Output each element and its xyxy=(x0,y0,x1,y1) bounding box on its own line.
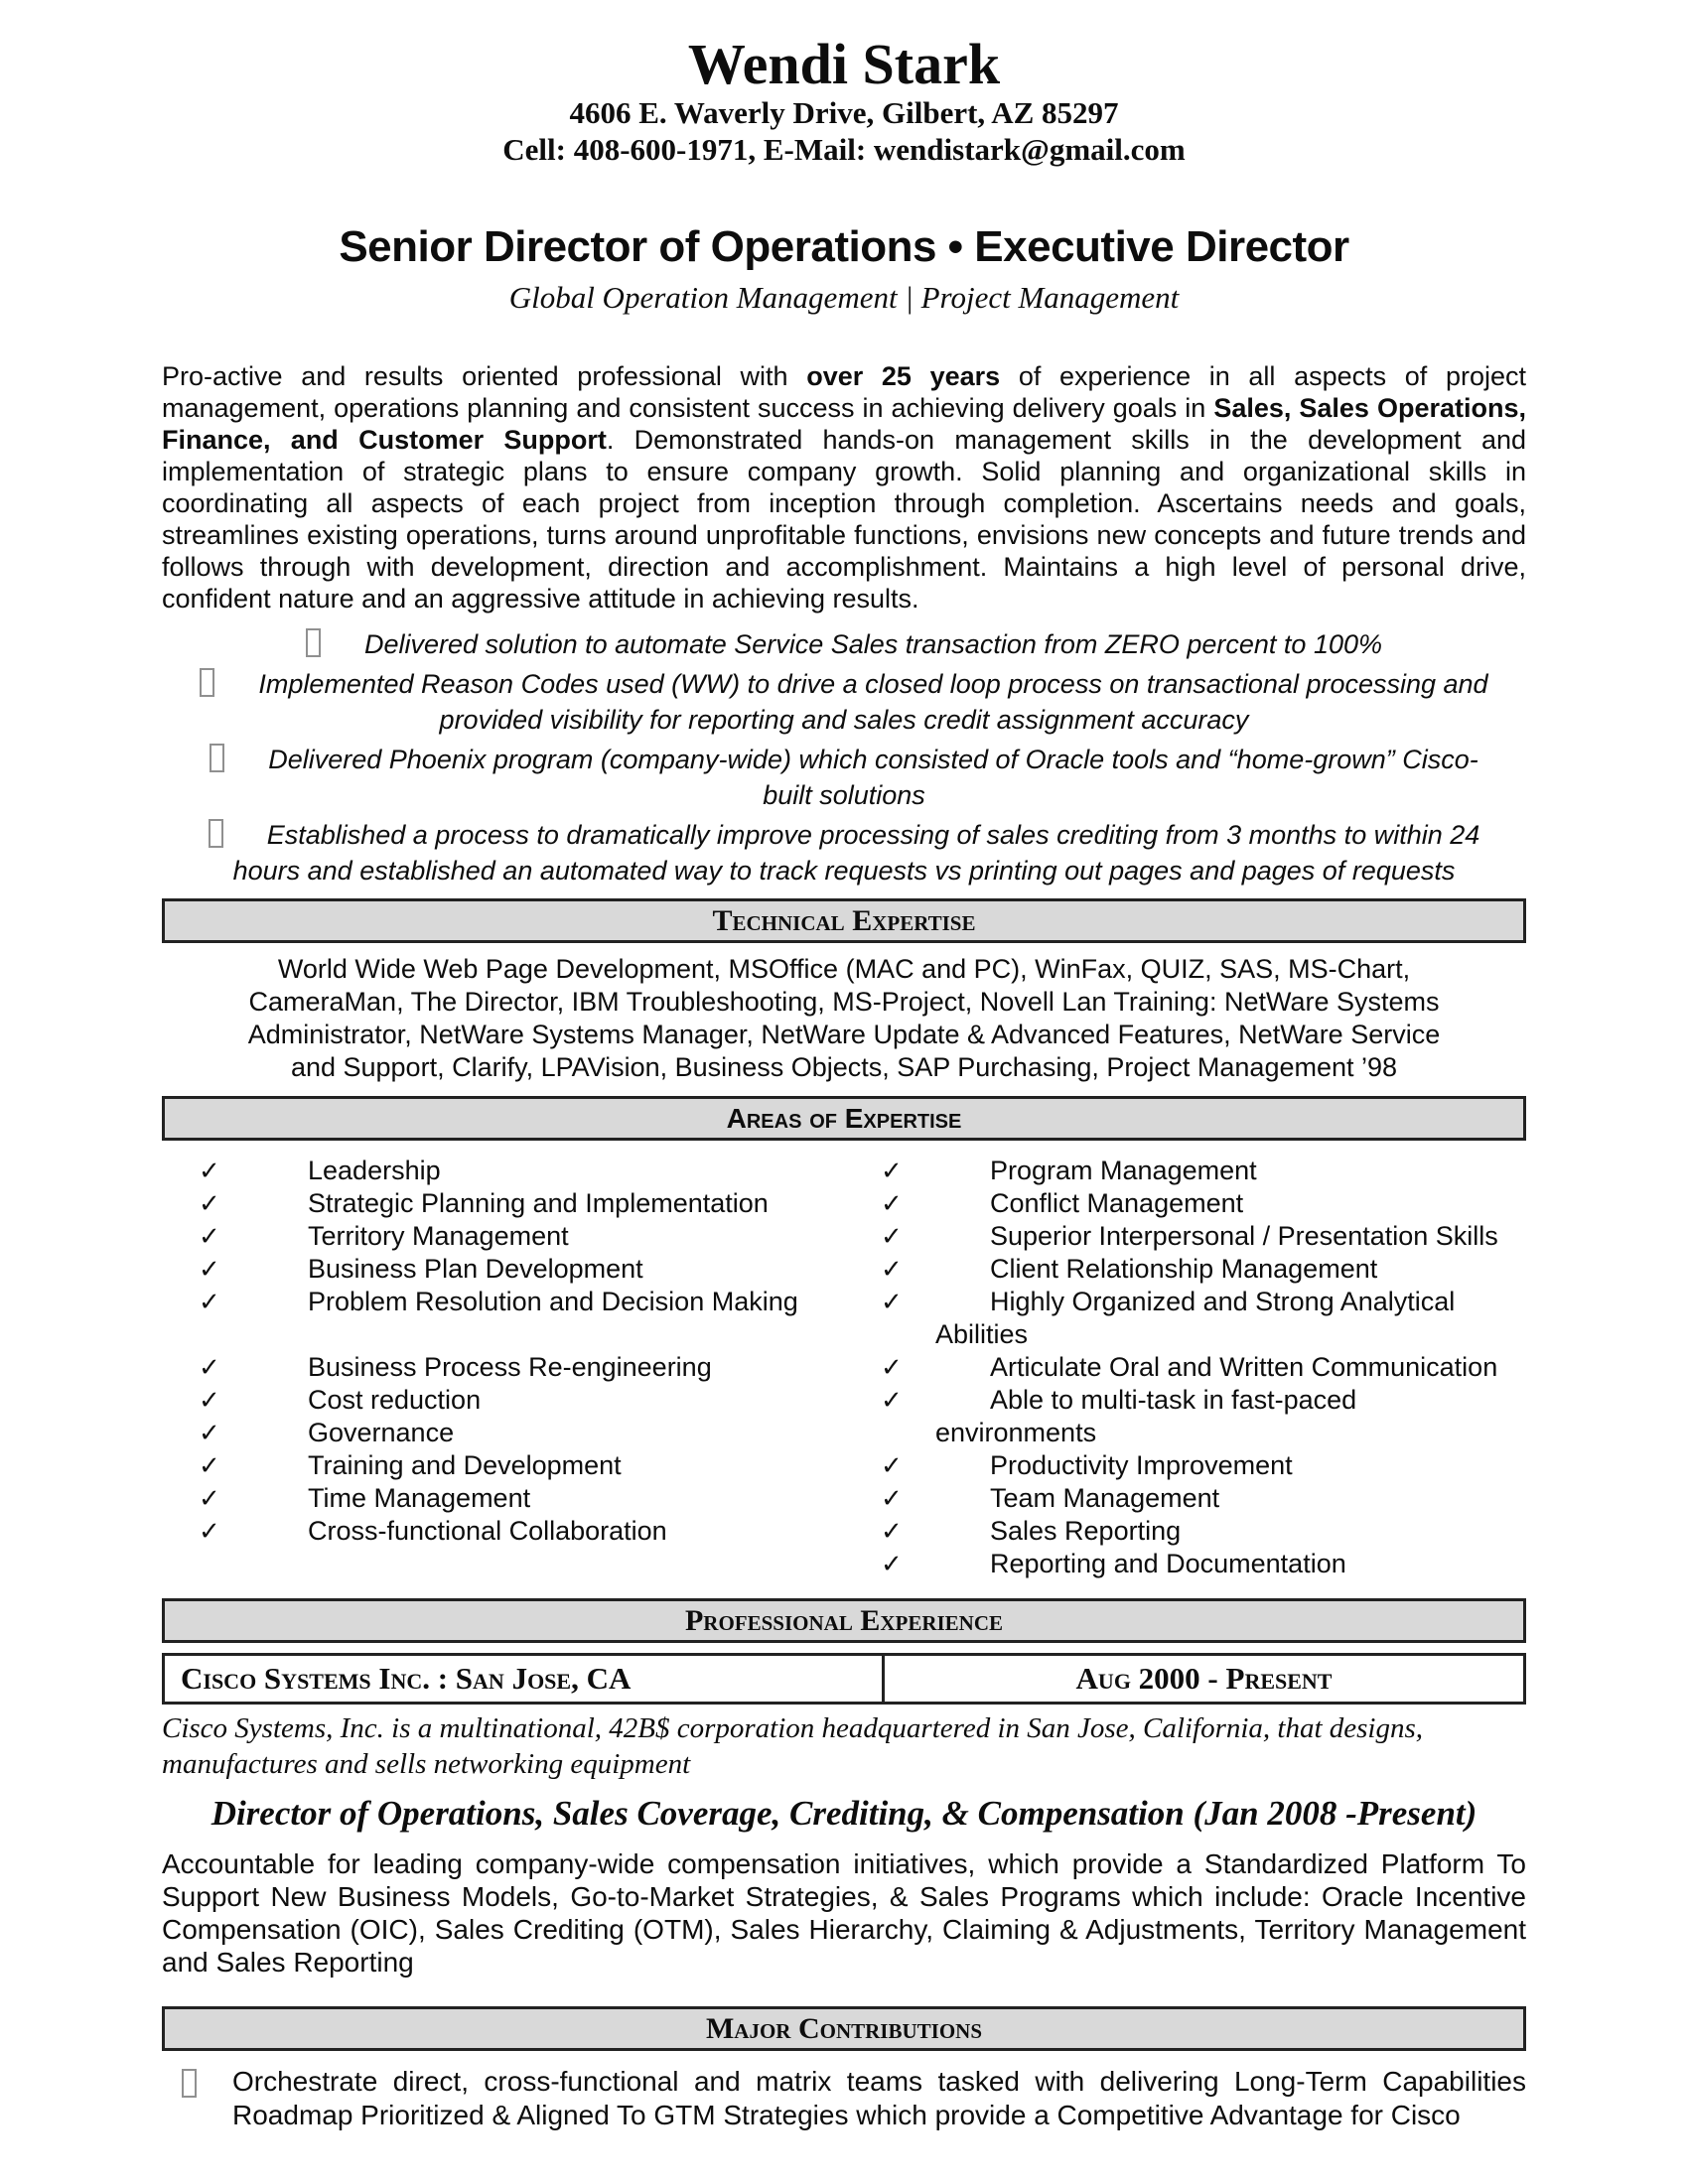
areas-cell-left xyxy=(162,1482,844,1515)
role-description: Accountable for leading company-wide compensation initiatives, which provide a Standardized Platform To Support New Business Models, Go-to-Market Strategies, & Sales Programs which include: Oracle Incentive Compensation (OIC), Sales Crediting (OTM), Sales Hierarchy, Claiming & Adjustments, Territory Management and Sales Reporting xyxy=(162,1848,1526,1978)
area-item-label: Cross-functional Collaboration xyxy=(308,1516,667,1546)
area-item-label: Program Management xyxy=(990,1156,1257,1185)
areas-row xyxy=(162,1220,1526,1253)
company-description: Cisco Systems, Inc. is a multinational, 42B$ corporation headquartered in San Jose, California, that designs, manufactures and sells networking equipment xyxy=(162,1712,1424,1780)
check-icon xyxy=(881,1384,990,1417)
areas-row xyxy=(162,1155,1526,1187)
area-item-label: Abilities xyxy=(935,1319,1029,1349)
check-icon xyxy=(881,1515,990,1548)
highlight-item xyxy=(191,626,1497,662)
highlight-text: Delivered Phoenix program (company-wide) which consisted of Oracle tools and “home-grown” Cisco-built solutions xyxy=(268,745,1478,810)
check-icon xyxy=(199,1253,308,1286)
areas-cell-left xyxy=(162,1417,844,1449)
candidate-name: Wendi Stark xyxy=(687,32,1001,96)
area-item-label: Articulate Oral and Written Communication xyxy=(990,1352,1498,1382)
address-line: 4606 E. Waverly Drive, Gilbert, AZ 85297 xyxy=(569,95,1119,130)
area-item-label: Conflict Management xyxy=(990,1188,1244,1218)
headline-subtitle: Global Operation Management | Project Management xyxy=(508,280,1180,315)
areas-cell-left xyxy=(162,1187,844,1220)
check-icon xyxy=(881,1187,990,1220)
check-icon xyxy=(199,1515,308,1548)
area-item-label: Cost reduction xyxy=(308,1385,482,1415)
summary-segment: of experience in all aspects of project management, operations planning and consistent success in achieving delivery goals in xyxy=(162,361,1527,423)
areas-row xyxy=(162,1548,1526,1580)
areas-cell-left xyxy=(162,1548,844,1580)
check-icon xyxy=(881,1286,990,1318)
employer-name: Cisco Systems Inc. : San Jose, CA xyxy=(165,1656,885,1702)
areas-row xyxy=(162,1515,1526,1548)
areas-row xyxy=(162,1286,1526,1318)
area-item-label: Time Management xyxy=(308,1483,531,1513)
area-item-label: Reporting and Documentation xyxy=(990,1549,1346,1578)
summary-paragraph xyxy=(162,360,1526,614)
missing-glyph-bullet-icon xyxy=(306,628,321,657)
check-icon xyxy=(881,1351,990,1384)
check-icon xyxy=(881,1449,990,1482)
check-icon xyxy=(199,1417,308,1449)
contribution-text: Orchestrate direct, cross-functional and matrix teams tasked with delivering Long-Term Capabilities Roadmap Prioritized & Aligned To GTM Strategies which provide a Competitive Advantage for Cisco xyxy=(232,2066,1526,2130)
career-highlights-list xyxy=(191,626,1497,888)
missing-glyph-bullet-icon xyxy=(210,744,224,772)
area-item-label: Training and Development xyxy=(308,1450,622,1480)
check-icon xyxy=(881,1220,990,1253)
areas-cell-right xyxy=(844,1417,1526,1449)
section-banner-technical-expertise: Technical Expertise xyxy=(162,898,1526,943)
check-icon xyxy=(881,1482,990,1515)
areas-cell-right xyxy=(844,1482,1526,1515)
check-icon xyxy=(199,1384,308,1417)
check-icon xyxy=(199,1220,308,1253)
area-item-label: Business Process Re-engineering xyxy=(308,1352,712,1382)
area-item-label: Productivity Improvement xyxy=(990,1450,1293,1480)
areas-row xyxy=(162,1318,1526,1351)
missing-glyph-bullet-icon xyxy=(209,819,223,848)
check-icon xyxy=(199,1351,308,1384)
summary-segment: Pro-active and results oriented professional with xyxy=(162,361,807,391)
areas-cell-left xyxy=(162,1286,844,1318)
highlight-text: Established a process to dramatically improve processing of sales crediting from 3 months to within 24 hours and established an automated way to track requests vs printing out pages and pages of requests xyxy=(232,820,1480,886)
check-icon xyxy=(199,1187,308,1220)
technical-expertise-text: World Wide Web Page Development, MSOffice (MAC and PC), WinFax, QUIZ, SAS, MS-Chart, CameraMan, The Director, IBM Troubleshooting, MS-Project, Novell Lan Training: NetWare Systems Administrator, NetWare Systems Manager, NetWare Update & Advanced Features, NetWare Service and Support, Clarify, LPAVision, Business Objects, SAP Purchasing, Project Management ’98 xyxy=(247,954,1441,1082)
area-item-label: Highly Organized and Strong Analytical xyxy=(990,1287,1456,1316)
check-icon xyxy=(199,1449,308,1482)
areas-cell-right xyxy=(844,1548,1526,1580)
areas-cell-left xyxy=(162,1253,844,1286)
areas-of-expertise-list xyxy=(162,1155,1526,1580)
area-item-label: Team Management xyxy=(990,1483,1220,1513)
areas-cell-right xyxy=(844,1351,1526,1384)
area-item-label: environments xyxy=(935,1418,1097,1447)
highlight-item xyxy=(191,742,1497,813)
check-icon xyxy=(881,1155,990,1187)
summary-bold: Sales, Sales Operations, Finance, and Customer Support xyxy=(162,393,1526,455)
check-icon xyxy=(881,1548,990,1580)
area-item-label: Problem Resolution and Decision Making xyxy=(308,1287,798,1316)
role-title: Director of Operations, Sales Coverage, Crediting, & Compensation (Jan 2008 -Present) xyxy=(211,1794,1477,1833)
area-item-label: Territory Management xyxy=(308,1221,569,1251)
areas-row xyxy=(162,1384,1526,1417)
area-item-label: Governance xyxy=(308,1418,455,1447)
areas-cell-left xyxy=(162,1318,844,1351)
areas-cell-left xyxy=(162,1155,844,1187)
highlight-text: Delivered solution to automate Service Sales transaction from ZERO percent to 100% xyxy=(364,629,1382,659)
highlight-text: Implemented Reason Codes used (WW) to drive a closed loop process on transactional processing and provided visibility for reporting and sales credit assignment accuracy xyxy=(258,669,1488,735)
areas-cell-left xyxy=(162,1515,844,1548)
area-item-label: Strategic Planning and Implementation xyxy=(308,1188,769,1218)
check-icon xyxy=(199,1286,308,1318)
areas-cell-left xyxy=(162,1384,844,1417)
areas-row xyxy=(162,1253,1526,1286)
check-icon xyxy=(199,1155,308,1187)
contribution-item xyxy=(162,2065,1526,2132)
area-item-label: Able to multi-task in fast-paced xyxy=(990,1385,1357,1415)
areas-cell-right xyxy=(844,1253,1526,1286)
check-icon xyxy=(881,1253,990,1286)
resume-page xyxy=(162,0,1526,2132)
areas-row xyxy=(162,1482,1526,1515)
check-icon xyxy=(199,1482,308,1515)
areas-cell-right xyxy=(844,1187,1526,1220)
areas-row xyxy=(162,1187,1526,1220)
areas-row xyxy=(162,1417,1526,1449)
highlight-item xyxy=(191,817,1497,888)
areas-cell-left xyxy=(162,1449,844,1482)
areas-cell-right xyxy=(844,1220,1526,1253)
experience-header-row xyxy=(162,1653,1526,1705)
areas-cell-right xyxy=(844,1155,1526,1187)
missing-glyph-bullet-icon xyxy=(182,2069,197,2098)
summary-segment: . Demonstrated hands-on management skills in the development and implementation of strategic plans to ensure company growth. Solid planning and organizational skills in coordinating all aspects of each project from inception through completion. Ascertains needs and goals, streamlines existing operations, turns around unprofitable functions, envisions new concepts and future trends and follows through with development, direction and accomplishment. Maintains a high level of personal drive, confident nature and an aggressive attitude in achieving results. xyxy=(162,425,1526,614)
areas-cell-right xyxy=(844,1384,1526,1417)
areas-cell-left xyxy=(162,1220,844,1253)
areas-cell-right xyxy=(844,1449,1526,1482)
headline-title: Senior Director of Operations • Executive Director xyxy=(339,222,1349,271)
area-item-label: Business Plan Development xyxy=(308,1254,643,1284)
section-banner-major-contributions: Major Contributions xyxy=(162,2006,1526,2051)
area-item-label: Sales Reporting xyxy=(990,1516,1182,1546)
area-item-label: Leadership xyxy=(308,1156,441,1185)
missing-glyph-bullet-icon xyxy=(200,668,214,697)
summary-bold: over 25 years xyxy=(806,361,1001,391)
areas-cell-right xyxy=(844,1286,1526,1318)
areas-cell-left xyxy=(162,1351,844,1384)
section-banner-professional-experience: Professional Experience xyxy=(162,1598,1526,1643)
areas-cell-right xyxy=(844,1318,1526,1351)
contact-line: Cell: 408-600-1971, E-Mail: wendistark@gmail.com xyxy=(502,132,1186,167)
highlight-item xyxy=(191,666,1497,738)
areas-cell-right xyxy=(844,1515,1526,1548)
employment-dates: Aug 2000 - Present xyxy=(1075,1661,1333,1696)
areas-row xyxy=(162,1351,1526,1384)
area-item-label: Superior Interpersonal / Presentation Skills xyxy=(990,1221,1498,1251)
areas-row xyxy=(162,1449,1526,1482)
section-banner-areas-of-expertise: Areas of Expertise xyxy=(162,1096,1526,1141)
area-item-label: Client Relationship Management xyxy=(990,1254,1378,1284)
